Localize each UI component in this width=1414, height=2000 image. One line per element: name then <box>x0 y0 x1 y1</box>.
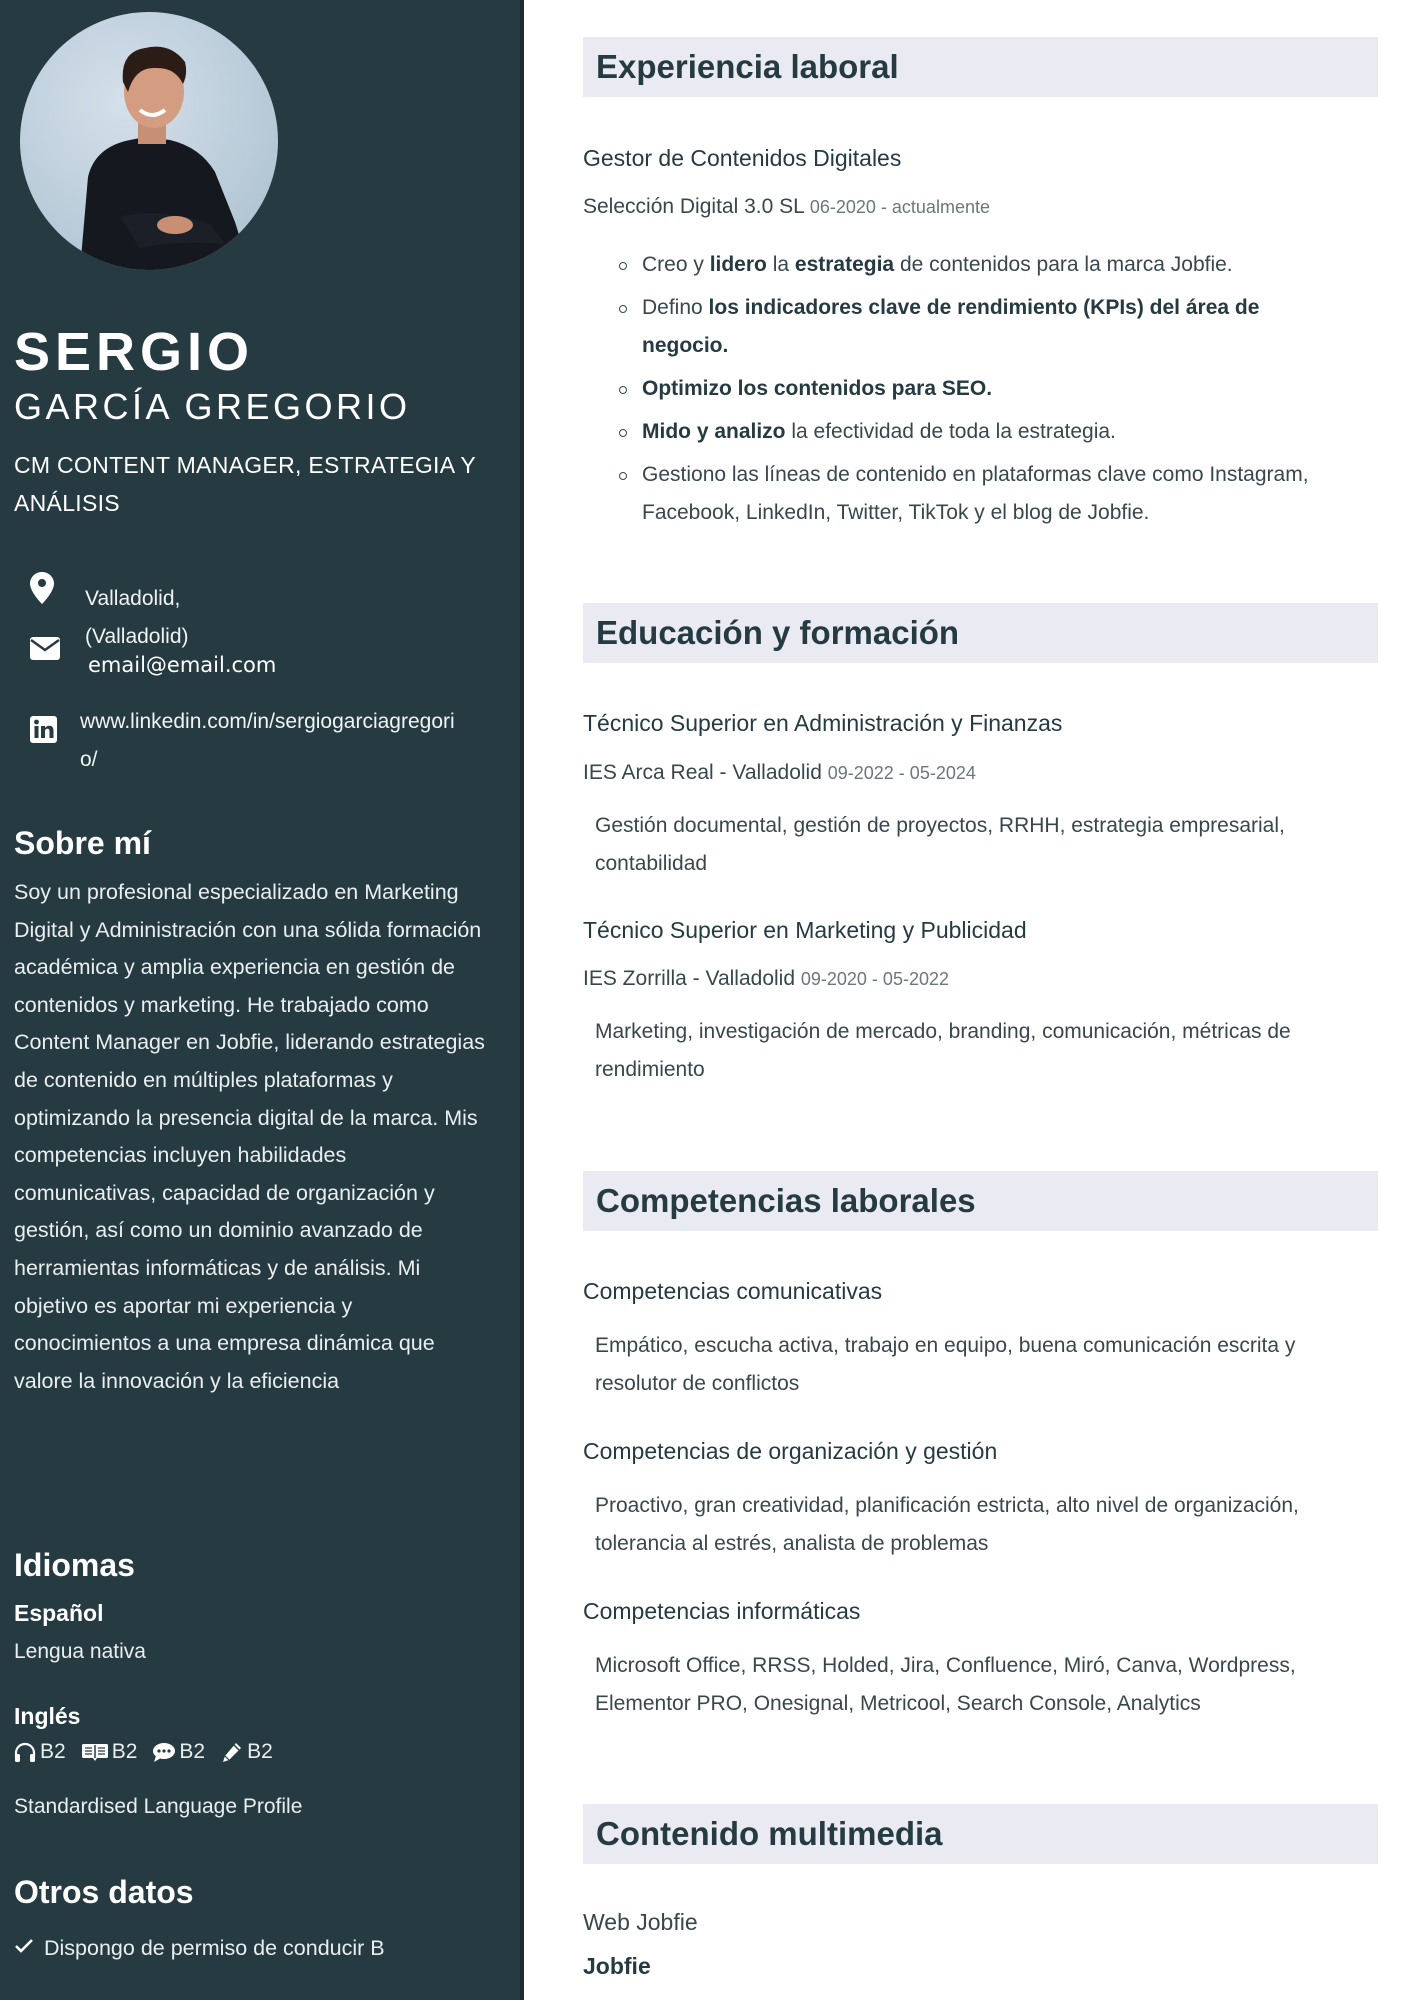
language-name: Inglés <box>14 1703 81 1729</box>
responsibility-item: Mido y analizo la efectividad de toda la estrategia. <box>583 413 1343 451</box>
job-responsibilities <box>583 246 1343 537</box>
book-icon <box>82 1742 108 1762</box>
language-skills <box>14 1740 289 1764</box>
language-skill-reading <box>82 1740 138 1764</box>
job-title: Gestor de Contenidos Digitales <box>583 145 902 171</box>
skill-level: B2 <box>111 1740 138 1763</box>
education-dates: 09-2022 - 05-2024 <box>827 763 976 783</box>
skill-group-title: Competencias comunicativas <box>583 1278 883 1304</box>
education-title: Técnico Superior en Administración y Finanzas <box>583 710 1063 736</box>
language-skill-speaking <box>153 1740 205 1764</box>
responsibility-item: Creo y lidero la estrategia de contenidos para la marca Jobfie. <box>583 246 1343 284</box>
education-title: Técnico Superior en Marketing y Publicidad <box>583 917 1027 943</box>
job-company: Selección Digital 3.0 SL <box>583 195 805 218</box>
envelope-icon <box>30 637 60 666</box>
education-meta <box>583 758 976 788</box>
map-pin-icon <box>30 572 54 609</box>
skills-section-header <box>583 1171 1378 1231</box>
education-section-header <box>583 603 1378 663</box>
other-heading: Otros datos <box>14 1874 194 1910</box>
multimedia-link[interactable]: Jobfie <box>583 1953 651 1979</box>
responsibility-item: Defino los indicadores clave de rendimiento (KPIs) del área de negocio. <box>583 289 1343 365</box>
main-content <box>524 0 1414 2000</box>
responsibility-item: Gestiono las líneas de contenido en plataformas clave como Instagram, Facebook, LinkedIn, Twitter, TikTok y el blog de Jobfie. <box>583 456 1343 532</box>
last-name: GARCÍA GREGORIO <box>14 386 411 427</box>
multimedia-item-title: Web Jobfie <box>583 1909 698 1935</box>
profile-photo <box>20 12 278 270</box>
language-skill-listening <box>14 1740 66 1764</box>
education-description: Marketing, investigación de mercado, branding, comunicación, métricas de rendimiento <box>595 1020 1291 1081</box>
linkedin-icon <box>30 716 57 748</box>
education-institution: IES Zorrilla - Valladolid <box>583 967 796 990</box>
linkedin-link[interactable]: www.linkedin.com/in/sergiogarciagregorio/ <box>80 710 455 771</box>
languages-heading: Idiomas <box>14 1547 135 1583</box>
experience-section-header <box>583 37 1378 97</box>
language-level: Lengua nativa <box>14 1640 146 1663</box>
first-name: SERGIO <box>14 322 255 382</box>
check-icon <box>14 1938 34 1959</box>
multimedia-section-header <box>583 1804 1378 1864</box>
about-text: Soy un profesional especializado en Marketing Digital y Administración con una sólida formación académica y amplia experiencia en gestión de contenidos y marketing. He trabajado como Content Manager en Jobfie, liderando estrategias de contenido en múltiples plataformas y optimizando la presencia digital de la marca. Mis competencias incluyen habilidades comunicativas, capacidad de organización y gestión, así como un dominio avanzado de herramientas informáticas y de análisis. Mi objetivo es aportar mi experiencia y conocimientos a una empresa dinámica que valore la innovación y la eficiencia <box>14 880 485 1393</box>
job-dates: 06-2020 - actualmente <box>809 197 990 217</box>
responsibility-item: Optimizo los contenidos para SEO. <box>583 370 1343 408</box>
headphones-icon <box>14 1742 36 1762</box>
pencil-icon <box>221 1741 243 1763</box>
about-heading: Sobre mí <box>14 825 151 861</box>
education-heading: Educación y formación <box>596 614 960 651</box>
speech-bubble-icon <box>153 1742 175 1762</box>
location-text: Valladolid, (Valladolid) <box>85 587 189 648</box>
job-meta <box>583 192 990 222</box>
language-name: Español <box>14 1600 104 1626</box>
skill-level: B2 <box>247 1740 273 1763</box>
skill-level: B2 <box>40 1740 66 1763</box>
education-meta <box>583 964 949 994</box>
skill-group-description: Empático, escucha activa, trabajo en equipo, buena comunicación escrita y resolutor de conflictos <box>595 1334 1296 1395</box>
skill-group-title: Competencias de organización y gestión <box>583 1438 998 1464</box>
education-description: Gestión documental, gestión de proyectos, RRHH, estrategia empresarial, contabilidad <box>595 814 1285 875</box>
language-skill-writing <box>221 1740 273 1764</box>
sidebar <box>0 0 524 2000</box>
job-role: CM CONTENT MANAGER, ESTRATEGIA Y ANÁLISIS <box>14 452 476 516</box>
skill-level: B2 <box>179 1740 206 1763</box>
skills-heading: Competencias laborales <box>596 1182 976 1219</box>
language-profile-link[interactable]: Standardised Language Profile <box>14 1795 303 1818</box>
experience-heading: Experiencia laboral <box>596 48 899 85</box>
education-institution: IES Arca Real - Valladolid <box>583 761 822 784</box>
education-dates: 09-2020 - 05-2022 <box>800 969 949 989</box>
skill-group-description: Proactivo, gran creatividad, planificación estricta, alto nivel de organización, tolerancia al estrés, analista de problemas <box>595 1494 1299 1555</box>
skill-group-title: Competencias informáticas <box>583 1598 861 1624</box>
other-item-text: Dispongo de permiso de conducir B <box>44 1936 385 1960</box>
email-link[interactable]: email@email.com <box>88 653 277 677</box>
person-photo-illustration <box>20 12 278 270</box>
skill-group-description: Microsoft Office, RRSS, Holded, Jira, Confluence, Miró, Canva, Wordpress, Elementor PRO, Onesignal, Metricool, Search Console, Analytics <box>595 1654 1296 1715</box>
multimedia-heading: Contenido multimedia <box>596 1815 943 1852</box>
